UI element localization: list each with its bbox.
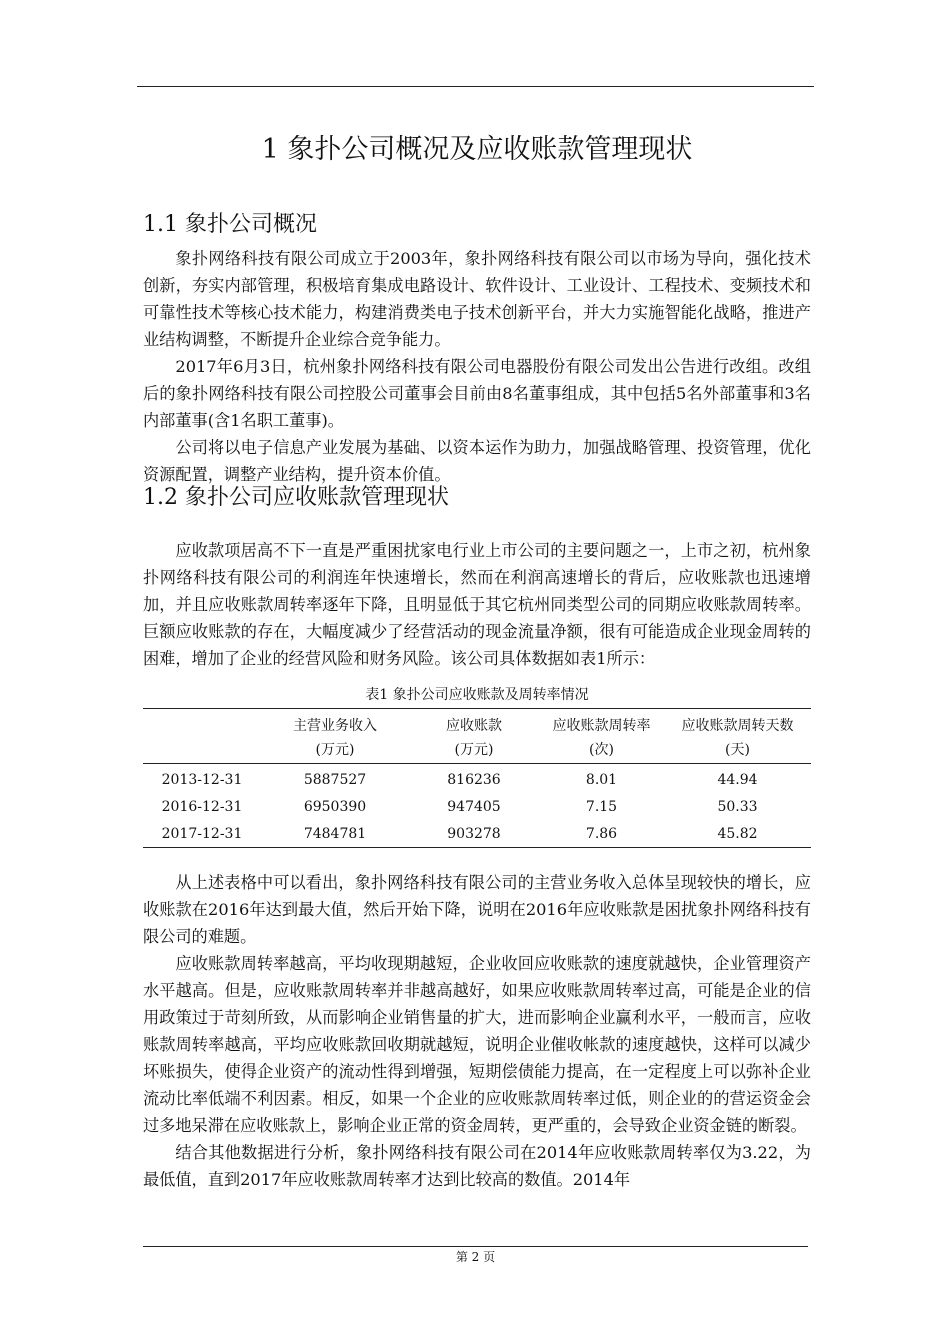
table-caption: 表1 象扑公司应收账款及周转率情况: [365, 687, 589, 703]
table-row: [143, 793, 811, 820]
table-cell: 816236: [447, 771, 501, 788]
paragraph: 应收款项居高不下一直是严重困扰家电行业上市公司的主要问题之一，上市之初，杭州象扑网络科技有限公司的利润连年快速增长，然而在利润高速增长的背后，应收账款也迅速增加，并且应收账款周转率逐年下降，且明显低于其它杭州同类型公司的同期应收账款周转率。巨额应收账款的存在，大幅度减少了经营活动的现金流量净额，很有可能造成企业现金周转的困难，增加了企业的经营风险和财务风险。该公司具体数据如表1所示：: [143, 541, 811, 668]
table-cell: 5887527: [303, 771, 367, 788]
header-cell: 应收账款周转率: [552, 718, 651, 734]
page-number: 第 2 页: [455, 1250, 496, 1264]
section-title-1-2: 1.2 象扑公司应收账款管理现状: [143, 485, 449, 510]
table-cell: 2016-12-31: [161, 798, 243, 815]
paragraph: 结合其他数据进行分析，象扑网络科技有限公司在2014年应收账款周转率仅为3.22，为最低值，直到2017年应收账款周转率才达到比较高的数值。2014年: [143, 1143, 811, 1189]
header-unit-cell: (天): [725, 742, 750, 758]
section-1-1-body: [143, 245, 811, 488]
paragraph: 2017年6月3日，杭州象扑网络科技有限公司电器股份有限公司发出公告进行改组。改组后的象扑网络科技有限公司控股公司董事会目前由8名董事组成，其中包括5名外部董事和3名内部董事(含1名职工董事)。: [143, 357, 811, 430]
table-cell: 7.86: [585, 825, 618, 842]
table-cell: 50.33: [717, 798, 758, 815]
footer-rule: [143, 1246, 808, 1247]
table-row: [143, 820, 811, 848]
table-cell: 2017-12-31: [161, 825, 243, 842]
header-cell: 主营业务收入: [293, 718, 377, 734]
paragraph: 从上述表格中可以看出，象扑网络科技有限公司的主营业务收入总体呈现较快的增长，应收账款在2016年达到最大值，然后开始下降，说明在2016年应收账款是困扰象扑网络科技有限公司的难题。: [143, 873, 811, 946]
receivables-table: [143, 708, 811, 848]
paragraph: 象扑网络科技有限公司成立于2003年，象扑网络科技有限公司以市场为导向，强化技术创新，夯实内部管理，积极培育集成电路设计、软件设计、工业设计、工程技术、变频技术和可靠性技术等核心技术能力，构建消费类电子技术创新平台，并大力实施智能化战略，推进产业结构调整，不断提升企业综合竞争能力。: [143, 249, 811, 349]
section-1-2-intro: [143, 537, 811, 672]
table-row: [143, 764, 811, 794]
table-header-units-row: [143, 735, 811, 764]
table-cell: 947405: [447, 798, 501, 815]
header-cell: 应收账款: [446, 718, 502, 734]
paragraph: 公司将以电子信息产业发展为基础、以资本运作为助力，加强战略管理、投资管理，优化资源配置，调整产业结构，提升资本价值。: [143, 438, 811, 484]
table-cell: 7.15: [585, 798, 618, 815]
paragraph: 应收账款周转率越高，平均收现期越短，企业收回应收账款的速度就越快，企业管理资产水平越高。但是，应收账款周转率并非越高越好，如果应收账款周转率过高，可能是企业的信用政策过于苛刻所致，从而影响企业销售量的扩大，进而影响企业赢利水平，一般而言，应收账款周转率越高，平均应收账款回收期就越短，说明企业催收帐款的速度越快，这样可以减少坏账损失，使得企业资产的流动性得到增强，短期偿债能力提高，在一定程度上可以弥补企业流动比率低端不利因素。相反，如果一个企业的应收账款周转率过低，则企业的的营运资金会过多地呆滞在应收账款上，影响企业正常的资金周转，更严重的，会导致企业资金链的断裂。: [143, 954, 811, 1135]
table-cell: 2013-12-31: [161, 771, 243, 788]
table-cell: 8.01: [585, 771, 618, 788]
header-unit-cell: (万元): [315, 742, 355, 758]
table-header-row: [143, 709, 811, 736]
chapter-title: 1 象扑公司概况及应收账款管理现状: [261, 134, 693, 165]
table-cell: 45.82: [717, 825, 758, 842]
header-unit-cell: (万元): [454, 742, 494, 758]
table-cell: 44.94: [717, 771, 758, 788]
table-cell: 7484781: [303, 825, 367, 842]
table-cell: 903278: [447, 825, 501, 842]
table-cell: 6950390: [303, 798, 367, 815]
section-title-1-1: 1.1 象扑公司概况: [143, 212, 317, 237]
section-1-2-analysis: [143, 869, 811, 1193]
header-rule: [137, 86, 814, 87]
header-unit-cell: [143, 735, 261, 764]
header-cell: [143, 709, 261, 736]
header-cell: 应收账款周转天数: [681, 718, 794, 734]
header-unit-cell: (次): [589, 742, 614, 758]
